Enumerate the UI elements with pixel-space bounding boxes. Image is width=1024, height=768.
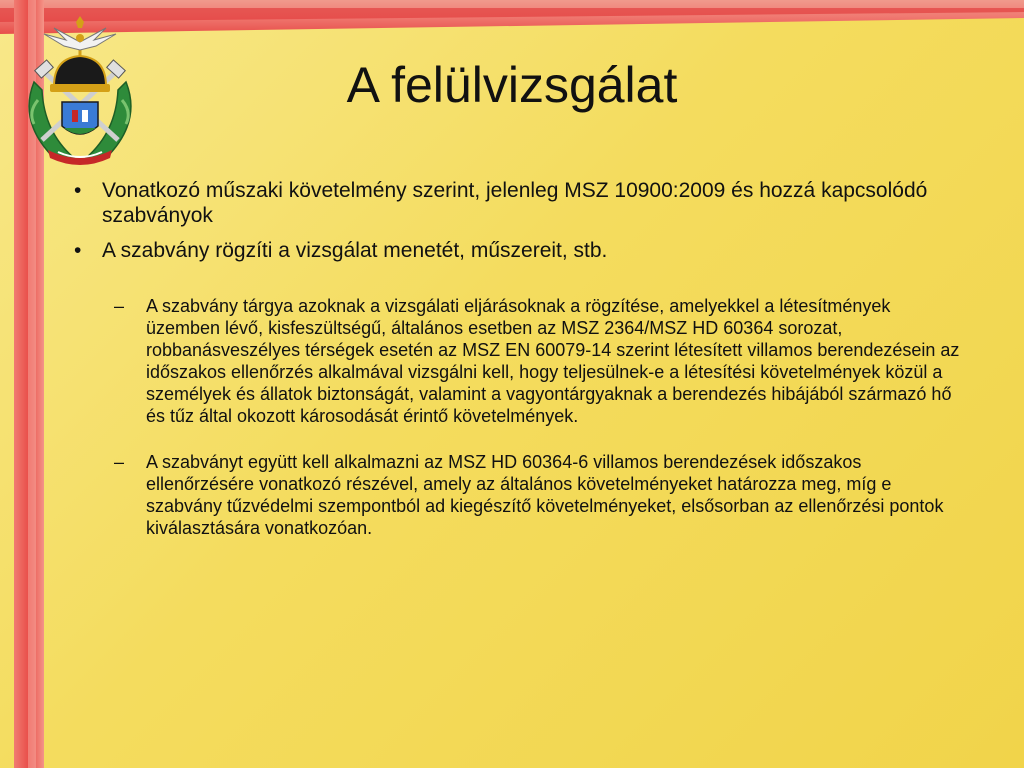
subbullet-text: A szabványt együtt kell alkalmazni az MSZ HD 60364-6 villamos berendezések időszakos ellenőrzésére vonatkozó részével, amely az általános követelményeket határozza meg, míg e szabvány tűzvédelmi szempontból ad kiegészítő követelményeket, elsősorban az ellenőrzési pontok kiválasztására vonatkozóan. xyxy=(146,452,944,538)
bullet-text: A szabvány rögzíti a vizsgálat menetét, műszereit, stb. xyxy=(102,239,608,262)
bullet-item xyxy=(60,238,960,263)
bullet-marker: • xyxy=(74,239,82,262)
subbullet-text: A szabvány tárgya azoknak a vizsgálati eljárásoknak a rögzítése, amelyekkel a létesítmények üzemben lévő, kisfeszültségű, általános esetben az MSZ 2364/MSZ HD 60364 sorozat, robbanásveszélyes térségek esetén az MSZ EN 60079-14 szerint létesített villamos berendezésein az időszakos ellenőrzés alkalmával vizsgálni kell, hogy teljesülnek-e a létesítési követelmények közül a személyek és állatok biztonságát, valamint a vagyontárgyaknak a berendezés hibájából származó hő és tűz által okozott károsodását érintő követelmények. xyxy=(146,296,960,426)
subbullet-marker: – xyxy=(114,452,125,472)
bullet-item xyxy=(60,178,960,228)
subbullet-item xyxy=(60,295,960,427)
slide-title: A felülvizsgálat xyxy=(346,57,678,113)
subbullet-item xyxy=(60,451,960,539)
bullet-text: Vonatkozó műszaki követelmény szerint, jelenleg MSZ 10900:2009 és hozzá kapcsolódó szabványok xyxy=(102,179,928,227)
bullet-marker: • xyxy=(74,179,82,202)
subbullet-marker: – xyxy=(114,296,125,316)
slide-content xyxy=(60,178,960,563)
